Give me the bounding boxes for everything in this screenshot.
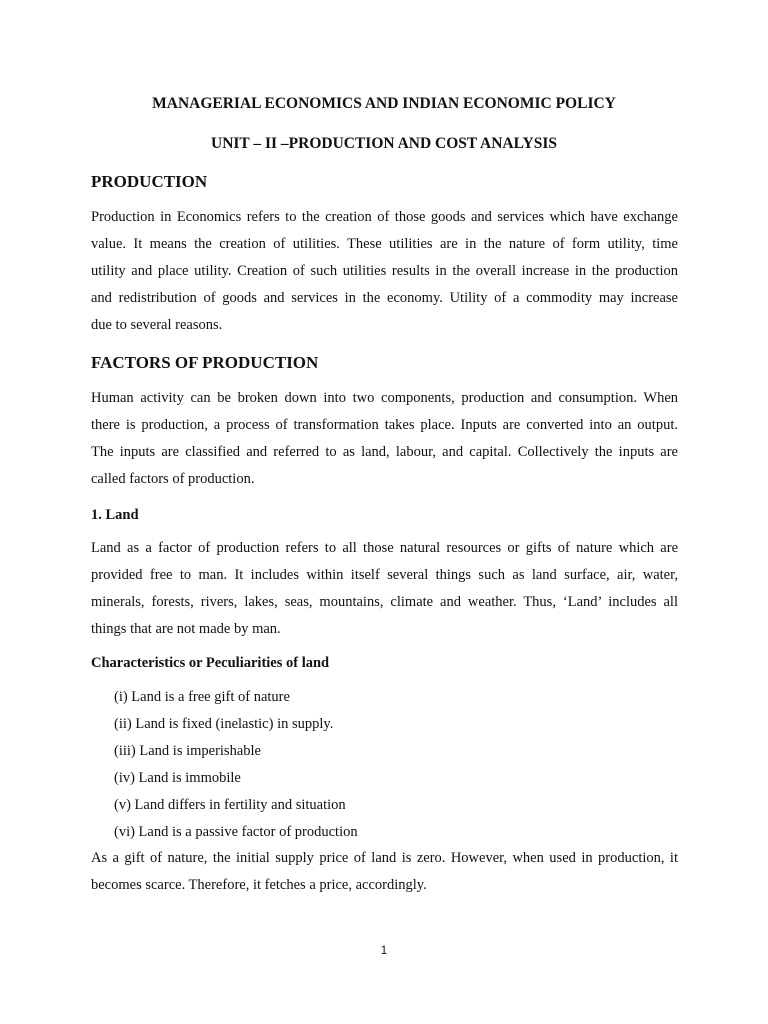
section-heading-characteristics: Characteristics or Peculiarities of land xyxy=(91,655,330,671)
paragraph-line: minerals, forests, rivers, lakes, seas, mountains, climate and weather. Thus, ‘Land’ includes all xyxy=(91,594,678,610)
page-number: 1 xyxy=(380,945,388,957)
list-item: (v) Land differs in fertility and situation xyxy=(114,797,346,813)
list-item: (iii) Land is imperishable xyxy=(114,743,261,759)
factors-paragraph xyxy=(91,385,678,493)
list-item: (i) Land is a free gift of nature xyxy=(114,689,290,705)
paragraph-line: Land as a factor of production refers to all those natural resources or gifts of nature which are xyxy=(91,540,678,556)
list-item: (ii) Land is fixed (inelastic) in supply. xyxy=(114,716,334,732)
paragraph-line: and redistribution of goods and services in the economy. Utility of a commodity may increase xyxy=(91,290,678,306)
land-paragraph xyxy=(91,535,678,643)
paragraph-line: Human activity can be broken down into two components, production and consumption. When xyxy=(91,390,678,406)
document-title: MANAGERIAL ECONOMICS AND INDIAN ECONOMIC POLICY xyxy=(152,95,616,112)
list-item: (iv) Land is immobile xyxy=(114,770,241,786)
paragraph-line: things that are not made by man. xyxy=(91,621,281,637)
paragraph-line: value. It means the creation of utilities. These utilities are in the nature of form utility, time xyxy=(91,236,678,252)
characteristics-list xyxy=(114,684,358,846)
list-item: (vi) Land is a passive factor of production xyxy=(114,824,358,840)
closing-paragraph xyxy=(91,845,678,899)
paragraph-line: provided free to man. It includes within itself several things such as land surface, air, water, xyxy=(91,567,678,583)
paragraph-line: becomes scarce. Therefore, it fetches a price, accordingly. xyxy=(91,877,427,893)
section-heading-land: 1. Land xyxy=(91,507,139,523)
paragraph-line: The inputs are classified and referred to as land, labour, and capital. Collectively the inputs are xyxy=(91,444,678,460)
paragraph-line: utility and place utility. Creation of such utilities results in the overall increase in the production xyxy=(91,263,678,279)
paragraph-line: called factors of production. xyxy=(91,471,255,487)
unit-title: UNIT – II –PRODUCTION AND COST ANALYSIS xyxy=(211,135,557,152)
paragraph-line: there is production, a process of transformation takes place. Inputs are converted into an output. xyxy=(91,417,678,433)
paragraph-line: due to several reasons. xyxy=(91,317,223,333)
section-heading-production: PRODUCTION xyxy=(91,172,208,191)
production-paragraph xyxy=(91,204,678,339)
paragraph-line: Production in Economics refers to the creation of those goods and services which have exchange xyxy=(91,209,678,225)
paragraph-line: As a gift of nature, the initial supply price of land is zero. However, when used in production, it xyxy=(91,850,678,866)
section-heading-factors: FACTORS OF PRODUCTION xyxy=(91,353,319,372)
